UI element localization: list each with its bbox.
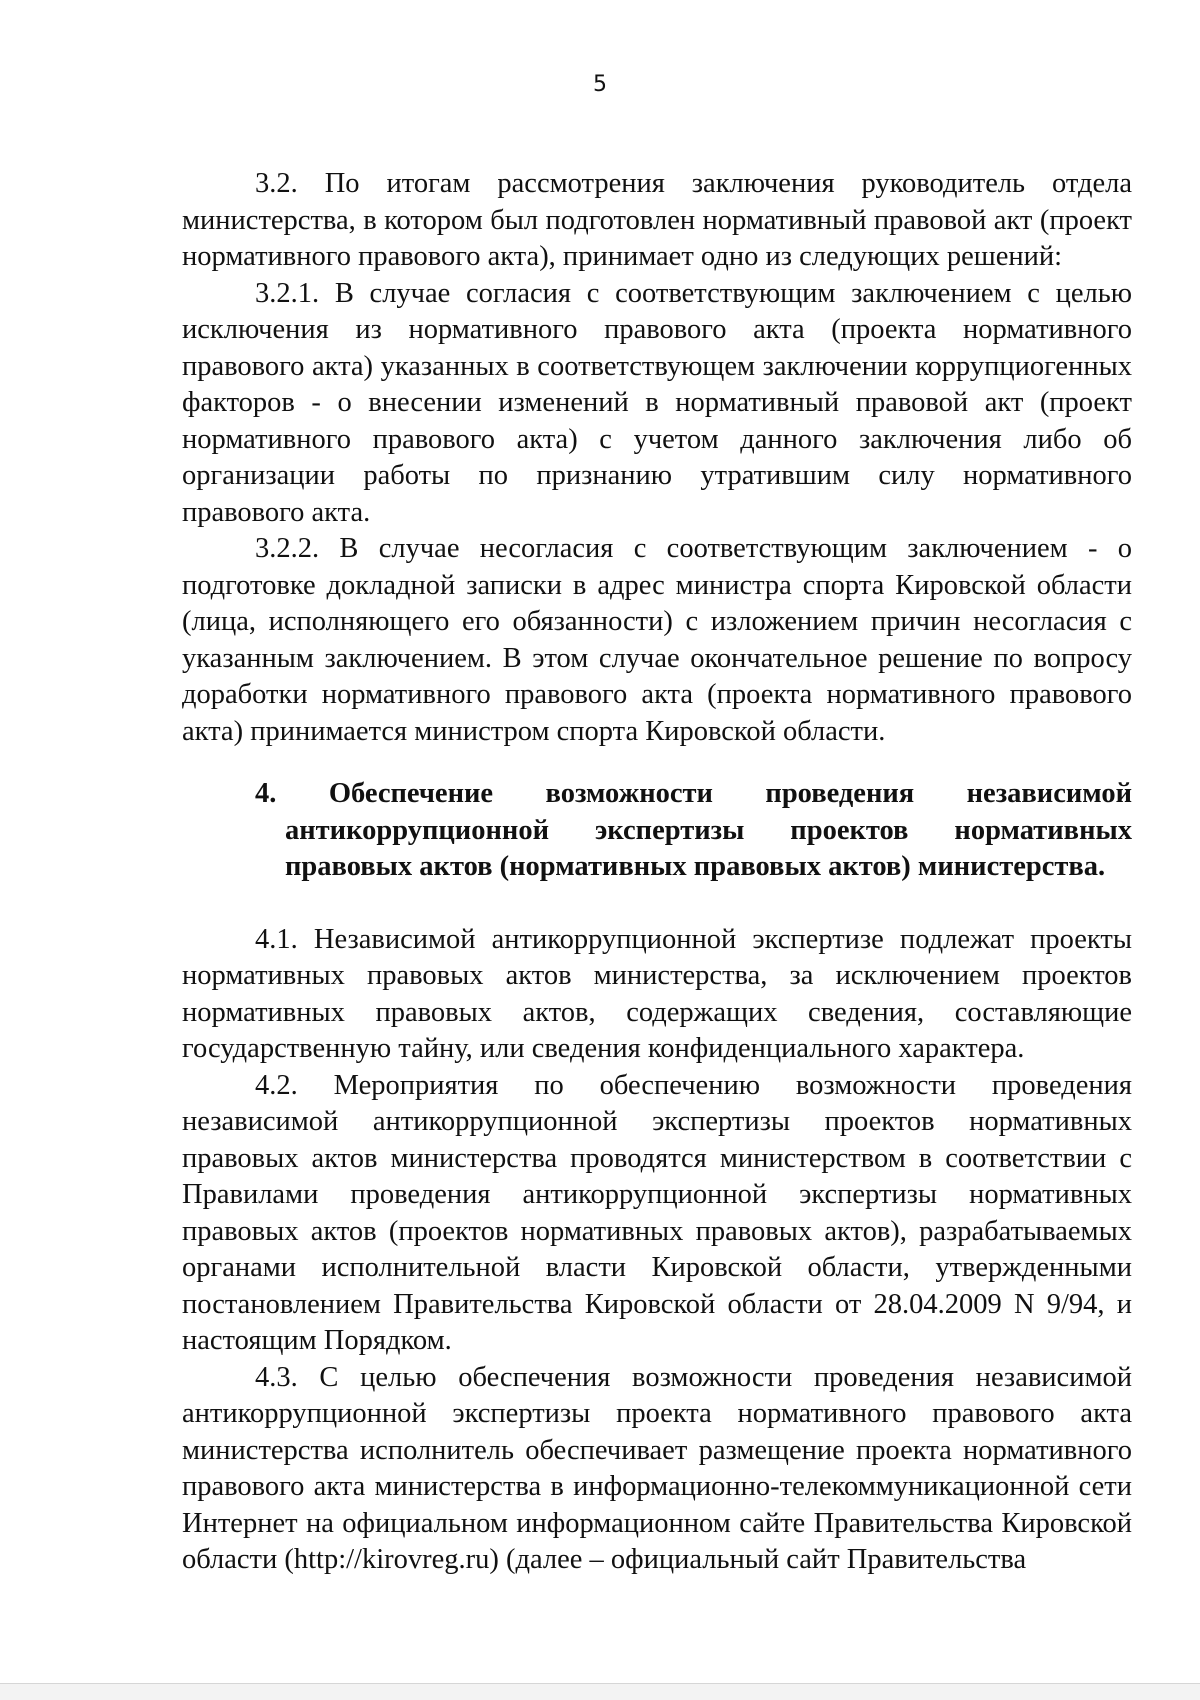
paragraph-4-2: 4.2. Мероприятия по обеспечению возможности проведения независимой антикоррупционной экспертизы проектов нормативных правовых актов министерства проводятся министерством в соответствии с Правилами проведения антикоррупционной экспертизы нормативных правовых актов (проектов нормативных правовых актов), разрабатываемых органами исполнительной власти Кировской области, утвержденными постановлением Правительства Кировской области от 28.04.2009 N 9/94, и настоящим Порядком. (182, 1069, 1132, 1356)
section-heading-number: 4. (255, 778, 277, 809)
scan-bottom-edge (0, 1683, 1200, 1700)
section-heading (182, 776, 1132, 886)
paragraph-4-1: 4.1. Независимой антикоррупционной экспертизе подлежат проекты нормативных правовых актов министерства, за исключением проектов нормативных правовых актов, содержащих сведения, составляющие государственную тайну, или сведения конфиденциального характера. (182, 923, 1132, 1064)
paragraph-3-2-2: 3.2.2. В случае несогласия с соответствующим заключением - о подготовке докладной записки в адрес министра спорта Кировской области (лица, исполняющего его обязанности) с изложением причин несогласия с указанным заключением. В этом случае окончательное решение по вопросу доработки нормативного правового акта (проекта нормативного правового акта) принимается министром спорта Кировской области. (182, 533, 1132, 747)
section-heading-text: Обеспечение возможности проведения независимой антикоррупционной экспертизы проектов нормативных правовых актов (нормативных правовых актов) министерства. (285, 778, 1133, 882)
paragraph-3-2: 3.2. По итогам рассмотрения заключения руководитель отдела министерства, в котором был подготовлен нормативный правовой акт (проект нормативного правового акта), принимает одно из следующих решений: (182, 168, 1132, 272)
paragraph-4-3: 4.3. С целью обеспечения возможности проведения независимой антикоррупционной экспертизы проекта нормативного правового акта министерства исполнитель обеспечивает размещение проекта нормативного правового акта министерства в информационно-телекоммуникационной сети Интернет на официальном информационном сайте Правительства Кировской области (http://kirovreg.ru) (далее – официальный сайт Правительства (182, 1361, 1132, 1575)
document-body (182, 166, 1132, 1579)
page-number: 5 (593, 72, 607, 97)
paragraph-3-2-1: 3.2.1. В случае согласия с соответствующим заключением с целью исключения из нормативного правового акта (проекта нормативного правового акта) указанных в соответствующем заключении коррупциогенных факторов - о внесении изменений в нормативный правовой акт (проект нормативного правового акта) с учетом данного заключения либо об организации работы по признанию утратившим силу нормативного правового акта. (182, 277, 1132, 528)
